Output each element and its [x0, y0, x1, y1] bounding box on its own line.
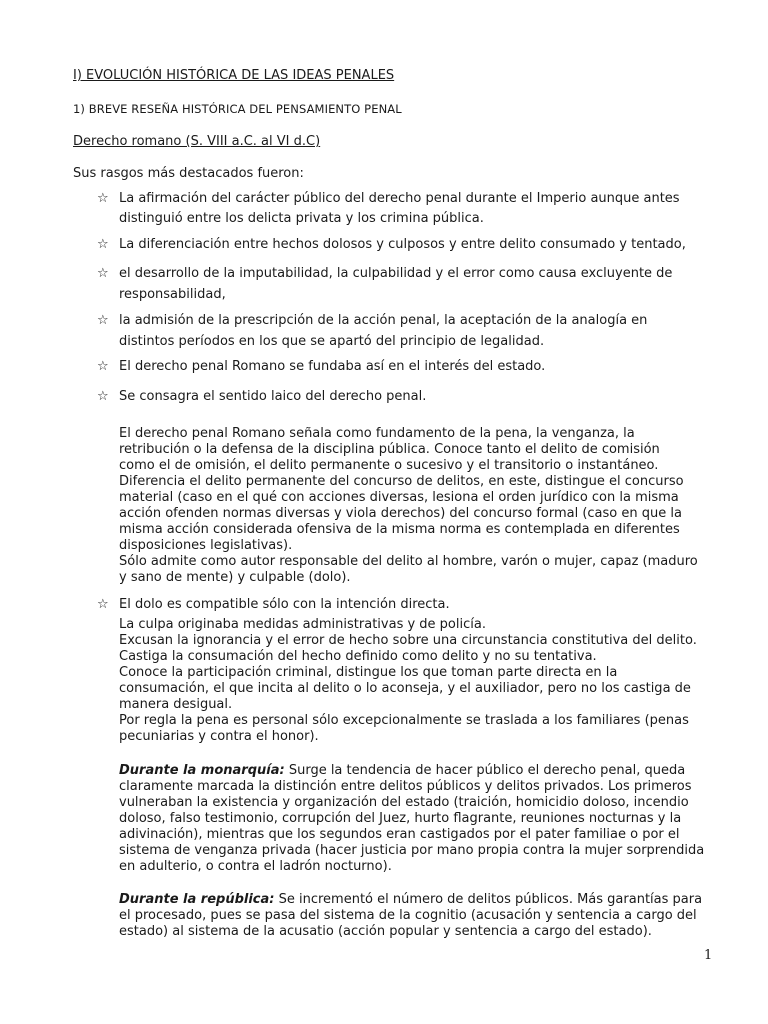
paragraph-2-line: manera desigual.: [119, 697, 233, 712]
star-outline-icon: ☆: [97, 597, 109, 612]
monarquia-label: Durante la monarquía:: [119, 763, 285, 778]
bullet-1-line-2: distinguió entre los delicta privata y los crimina pública.: [119, 211, 484, 226]
republica-label: Durante la república:: [119, 892, 275, 907]
monarquia-line: claramente marcada la distinción entre delitos públicos y delitos privados. Los primeros: [119, 779, 692, 794]
paragraph-1-line: material (caso en el qué con acciones diversas, lesiona el orden jurídico con la misma: [119, 490, 679, 505]
paragraph-2-line: pecuniarias y contra el honor).: [119, 729, 319, 744]
paragraph-2-line: La culpa originaba medidas administrativas y de policía.: [119, 617, 486, 632]
bullet-6-line-1: Se consagra el sentido laico del derecho penal.: [119, 389, 427, 404]
paragraph-1-line: Sólo admite como autor responsable del delito al hombre, varón o mujer, capaz (maduro: [119, 554, 698, 569]
paragraph-1-line: El derecho penal Romano señala como fundamento de la pena, la venganza, la: [119, 426, 635, 441]
paragraph-1-line: acción ofenden normas diversas y viola derechos) del concurso formal (caso en que la: [119, 506, 682, 521]
star-outline-icon: ☆: [97, 191, 109, 206]
bullet-1-line-1: La afirmación del carácter público del derecho penal durante el Imperio aunque antes: [119, 191, 680, 206]
monarquia-line: doloso, falso testimonio, corrupción del Juez, hurto flagrante, reuniones nocturnas y la: [119, 811, 682, 826]
paragraph-1-line: disposiciones legislativas).: [119, 538, 293, 553]
republica-text: Se incrementó el número de delitos públicos. Más garantías para: [274, 892, 703, 907]
monarquia-line: adivinación), mientras que los segundos eran castigados por el pater familiae o por el: [119, 827, 680, 842]
paragraph-1-line: retribución o la defensa de la disciplina pública. Conoce tanto el delito de comisión: [119, 442, 660, 457]
bullet-4-line-2: distintos períodos en los que se apartó del principio de legalidad.: [119, 334, 545, 349]
bullet-2-line-1: La diferenciación entre hechos dolosos y culposos y entre delito consumado y tentado,: [119, 237, 686, 252]
star-outline-icon: ☆: [97, 313, 109, 328]
republica-line: estado) al sistema de la acusatio (acción popular y sentencia a cargo del estado).: [119, 924, 652, 939]
monarquia-line: vulneraban la existencia y organización del estado (traición, homicidio doloso, incendio: [119, 795, 689, 810]
paragraph-1-line: misma acción considerada ofensiva de la misma norma es contemplada en diferentes: [119, 522, 680, 537]
subheading: 1) BREVE RESEÑA HISTÓRICA DEL PENSAMIENTO PENAL: [73, 102, 402, 116]
republica-first-line: [119, 892, 702, 908]
republica-line: el procesado, pues se pasa del sistema de la cognitio (acusación y sentencia a cargo del: [119, 908, 697, 923]
star-outline-icon: ☆: [97, 359, 109, 374]
paragraph-1-line: como el de omisión, el delito permanente o sucesivo y el transitorio o instantáneo.: [119, 458, 659, 473]
paragraph-2-line: Conoce la participación criminal, distingue los que toman parte directa en la: [119, 665, 618, 680]
paragraph-2-line: Excusan la ignorancia y el error de hecho sobre una circunstancia constitutiva del delito.: [119, 633, 697, 648]
bullet-3-line-1: el desarrollo de la imputabilidad, la culpabilidad y el error como causa excluyente de: [119, 266, 673, 281]
page-number: 1: [704, 948, 713, 963]
section-title: Derecho romano (S. VIII a.C. al VI d.C): [73, 134, 321, 149]
monarquia-line: en adulterio, o contra el ladrón nocturno).: [119, 859, 392, 874]
paragraph-1-line: Diferencia el delito permanente del concurso de delitos, en este, distingue el concurso: [119, 474, 684, 489]
star-outline-icon: ☆: [97, 237, 109, 252]
monarquia-first-line: [119, 763, 685, 779]
bullet-3-line-2: responsabilidad,: [119, 287, 226, 302]
paragraph-2-line: Castiga la consumación del hecho definido como delito y no su tentativa.: [119, 649, 597, 664]
heading: I) EVOLUCIÓN HISTÓRICA DE LAS IDEAS PENALES: [73, 68, 395, 83]
star-outline-icon: ☆: [97, 266, 109, 281]
monarquia-line: sistema de venganza privada (hacer justicia por mano propia contra la mujer sorprendida: [119, 843, 705, 858]
intro-text: Sus rasgos más destacados fueron:: [73, 166, 304, 181]
paragraph-2-line: consumación, el que incita al delito o lo aconseja, y el auxiliador, pero no los castiga de: [119, 681, 691, 696]
bullet-5-line-1: El derecho penal Romano se fundaba así en el interés del estado.: [119, 359, 546, 374]
bullet-7-line-1: El dolo es compatible sólo con la intención directa.: [119, 597, 450, 612]
star-outline-icon: ☆: [97, 389, 109, 404]
paragraph-1-line: y sano de mente) y culpable (dolo).: [119, 570, 351, 585]
bullet-4-line-1: la admisión de la prescripción de la acción penal, la aceptación de la analogía en: [119, 313, 648, 328]
paragraph-2-line: Por regla la pena es personal sólo excepcionalmente se traslada a los familiares (penas: [119, 713, 689, 728]
monarquia-text: Surge la tendencia de hacer público el derecho penal, queda: [284, 763, 686, 778]
